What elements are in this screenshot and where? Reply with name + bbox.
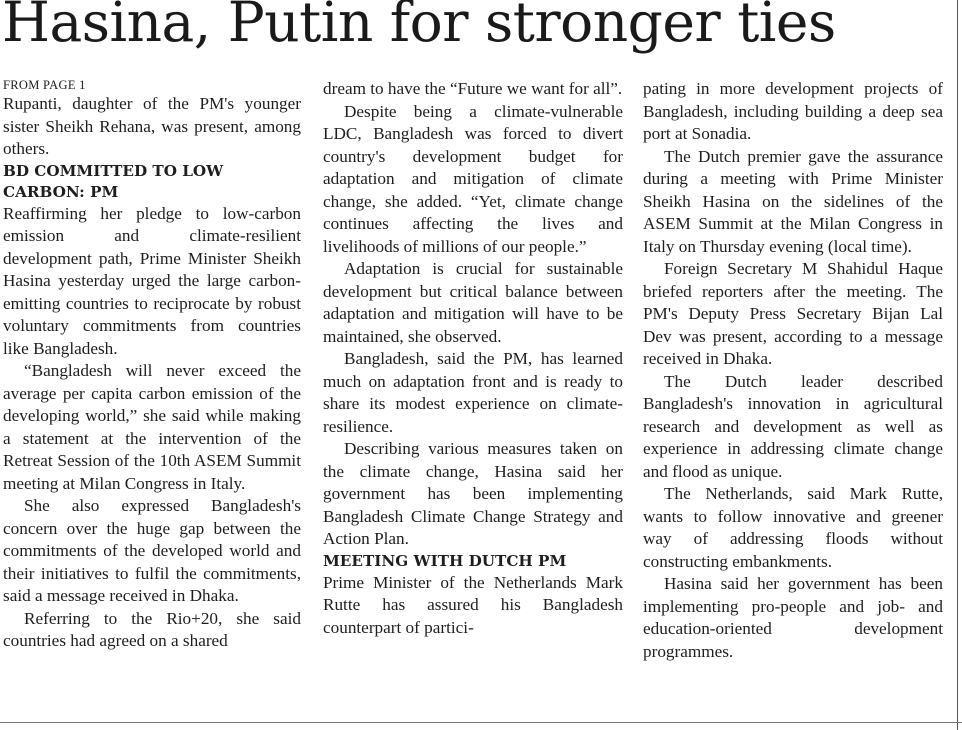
paragraph: The Dutch leader described Bangladesh's innovation in agricultural research and development as well as experience in addressing climate change and flood as unique.: [643, 371, 943, 481]
paragraph: dream to have the “Future we want for all”.: [323, 79, 623, 98]
paragraph: Describing various measures taken on the climate change, Hasina said her government has been implementing Bangladesh Climate Change Strategy and Action Plan.: [323, 439, 623, 548]
paragraph: Despite being a climate-vulnerable LDC, Bangladesh was forced to divert country's development budget for adaptation and mitigation of climate change, she added. “Yet, climate change continues affecting the lives and livelihoods of millions of our people.”: [323, 101, 623, 256]
column-rule: [957, 0, 958, 730]
subheading: BD COMMITTED TO LOW CARBON: PM: [3, 161, 224, 201]
paragraph: The Netherlands, said Mark Rutte, wants to follow innovative and greener way of addressing floods without constructing embankments.: [643, 484, 943, 571]
subheading: MEETING WITH DUTCH PM: [323, 551, 567, 570]
column-2: [323, 78, 623, 718]
paragraph: Bangladesh, said the PM, has learned much on adaptation front and is ready to share its modest experience on climate-resilience.: [323, 349, 623, 436]
bottom-rule: [0, 722, 962, 723]
headline: Hasina, Putin for stronger ties: [2, 0, 836, 54]
paragraph: Foreign Secretary M Shahidul Haque briefed reporters after the meeting. The PM's Deputy Press Secretary Bijan Lal Dev was present, according to a message received in Dhaka.: [643, 259, 943, 368]
paragraph: Rupanti, daughter of the PM's younger sister Sheikh Rehana, was present, among others.: [3, 94, 301, 158]
paragraph: pating in more development projects of Bangladesh, including building a deep sea port at Sonadia.: [643, 79, 943, 143]
paragraph: Reaffirming her pledge to low-carbon emission and climate-resilient development path, Prime Minister Sheikh Hasina yesterday urged the large carbon-emitting countries to reciprocate by robust voluntary commitments from countries like Bangladesh.: [3, 203, 301, 358]
paragraph: The Dutch premier gave the assurance during a meeting with Prime Minister Sheikh Hasina on the sidelines of the ASEM Summit at the Milan Congress in Italy on Thursday evening (local time).: [643, 146, 943, 256]
paragraph: Prime Minister of the Netherlands Mark Rutte has assured his Bangladesh counterpart of partici-: [323, 572, 623, 637]
paragraph: Adaptation is crucial for sustainable development but critical balance between adaptation and mitigation will have to be maintained, she observed.: [323, 259, 623, 346]
paragraph: “Bangladesh will never exceed the average per capita carbon emission of the developing world,” she said while making a statement at the intervention of the Retreat Session of the 10th ASEM Summit meeting at Milan Congress in Italy.: [3, 361, 301, 493]
column-3: [643, 78, 943, 718]
column-1: [3, 78, 301, 718]
paragraph: Hasina said her government has been implementing pro-people and job- and education-oriented development programmes.: [643, 574, 943, 661]
jump-line: FROM PAGE 1: [3, 78, 86, 92]
paragraph: She also expressed Bangladesh's concern over the huge gap between the commitments of the developed world and their initiatives to fulfil the commitments, said a message received in Dhaka.: [3, 496, 301, 605]
paragraph: Referring to the Rio+20, she said countries had agreed on a shared: [3, 608, 301, 650]
